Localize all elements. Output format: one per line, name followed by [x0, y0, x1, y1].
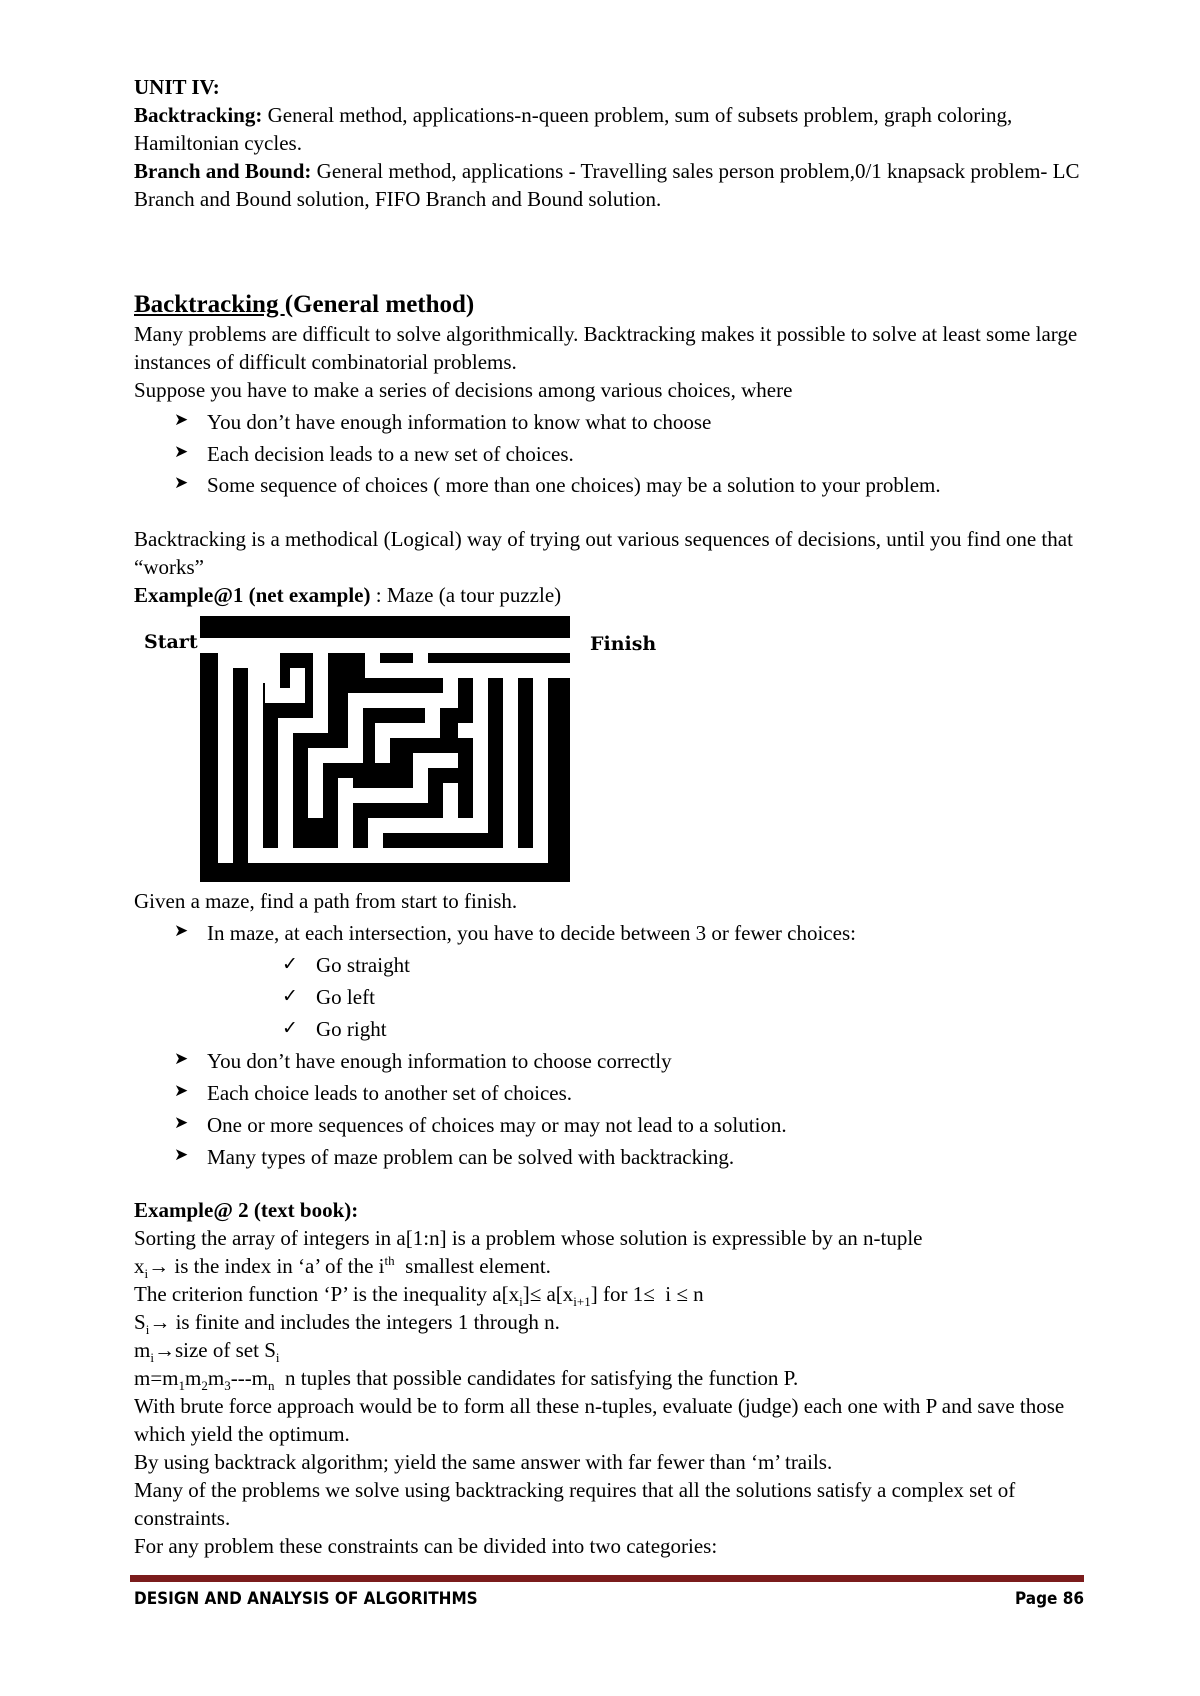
list-item: ➤ You don’t have enough information to know what to choose	[174, 409, 1094, 437]
example-2-line-10: For any problem these constraints can be divided into two categories:	[134, 1533, 718, 1558]
text-run: → is finite and includes the integers 1 through n.	[149, 1310, 560, 1335]
subscript: i	[150, 1350, 154, 1366]
subscript: 2	[201, 1378, 208, 1394]
text-run: ] for 1≤ i ≤ n	[590, 1282, 704, 1307]
choices-list	[134, 409, 1094, 501]
math-var: m	[134, 1338, 151, 1363]
section-title	[134, 288, 1094, 321]
example-2-line-5	[134, 1337, 1094, 1365]
list-item: ➤ You don’t have enough information to choose correctly	[174, 1048, 1094, 1076]
footer-title: DESIGN AND ANALYSIS OF ALGORITHMS	[134, 1589, 478, 1609]
example-1-line	[134, 582, 1094, 610]
example-2-line-1: Sorting the array of integers in a[1:n] is a problem whose solution is expressible by an n-tuple	[134, 1226, 923, 1251]
list-item: ➤ In maze, at each intersection, you have to decide between 3 or fewer choices:	[174, 920, 1094, 948]
footer-rule	[130, 1575, 1084, 1582]
text-run: →size of set S	[153, 1338, 276, 1363]
backtracking-topics: General method, applications-n-queen problem, sum of subsets problem, graph coloring, Hamiltonian cycles.	[134, 102, 1013, 155]
math-var: S	[134, 1310, 146, 1335]
paragraph-1: Many problems are difficult to solve algorithmically. Backtracking makes it possible to solve at least some large instances of difficult combinatorial problems.	[134, 321, 1078, 374]
backtracking-label: Backtracking:	[134, 102, 263, 127]
subscript: i	[145, 1322, 150, 1338]
text-run: ---m	[230, 1365, 269, 1390]
example-2-line-4	[134, 1309, 1094, 1337]
paragraph-3: Backtracking is a methodical (Logical) way of trying out various sequences of decisions, until you find one that “works”	[134, 527, 1073, 580]
example-2-line-6	[134, 1365, 1094, 1393]
text-run: → is the index in ‘a’ of the i	[148, 1254, 385, 1279]
example-2-line-3	[134, 1281, 1094, 1309]
subscript: i+1	[573, 1294, 591, 1310]
subscript: i	[144, 1266, 149, 1282]
subscript: 3	[224, 1378, 231, 1394]
list-item: ➤ Each choice leads to another set of choices.	[174, 1080, 1094, 1108]
paragraph-2: Suppose you have to make a series of decisions among various choices, where	[134, 377, 793, 402]
text-run: ]≤ a[x	[522, 1282, 574, 1307]
text-run: m=m	[134, 1365, 179, 1390]
page-number: Page 86	[1015, 1589, 1084, 1609]
example-2-label: Example@ 2 (text book):	[134, 1198, 359, 1223]
unit-heading: UNIT IV:	[134, 75, 220, 99]
branch-bound-label: Branch and Bound:	[134, 158, 312, 183]
maze-start-label: Start	[144, 631, 198, 654]
check-item: ✓ Go right	[282, 1016, 1094, 1044]
example-2-line-2	[134, 1253, 1094, 1281]
check-item: ✓ Go straight	[282, 952, 1094, 980]
section-title-rest: (General method)	[284, 290, 475, 318]
page-content	[134, 74, 1094, 1560]
text-run: m	[185, 1365, 202, 1390]
example-1-text: : Maze (a tour puzzle)	[370, 583, 562, 608]
subscript: n	[268, 1378, 275, 1394]
maze-figure	[134, 614, 1094, 888]
maze-image	[200, 616, 570, 882]
maze-choice-checklist	[134, 952, 1094, 1044]
list-item: ➤ One or more sequences of choices may or may not lead to a solution.	[174, 1112, 1094, 1140]
text-run: smallest element.	[394, 1254, 551, 1279]
text-run: m	[207, 1365, 225, 1390]
unit-branch-bound-line	[134, 158, 1094, 214]
example-2-line-8: By using backtrack algorithm; yield the same answer with far fewer than ‘m’ trails.	[134, 1449, 833, 1474]
maze-list-1	[134, 920, 1094, 948]
section-title-underlined: Backtracking	[134, 290, 285, 318]
text-run: n tuples that possible candidates for satisfying the function P.	[274, 1365, 799, 1390]
example-2-line-9: Many of the problems we solve using backtracking requires that all the solutions satisfy a complex set of constraints.	[134, 1477, 1016, 1530]
text-run: The criterion function ‘P’ is the inequality a[x	[134, 1282, 520, 1307]
maze-description: Given a maze, find a path from start to finish.	[134, 889, 518, 914]
subscript: 1	[178, 1378, 186, 1394]
maze-finish-label: Finish	[590, 633, 657, 656]
page-footer	[134, 1588, 1084, 1611]
list-item: ➤ Many types of maze problem can be solved with backtracking.	[174, 1144, 1094, 1172]
list-item: ➤ Some sequence of choices ( more than one choices) may be a solution to your problem.	[174, 472, 1094, 500]
branch-bound-topics: General method, applications - Travelling sales person problem,0/1 knapsack problem- LC Branch and Bound solution, FIFO Branch and Bound solution.	[134, 158, 1080, 211]
example-2-line-7: With brute force approach would be to form all these n-tuples, evaluate (judge) each one with P and save those which yield the optimum.	[134, 1393, 1065, 1446]
math-var: x	[134, 1254, 145, 1279]
unit-backtracking-line	[134, 102, 1094, 158]
example-1-label: Example@1 (net example)	[134, 583, 371, 608]
superscript: th	[384, 1253, 395, 1269]
maze-list-2	[134, 1048, 1094, 1172]
list-item: ➤ Each decision leads to a new set of choices.	[174, 441, 1094, 469]
subscript: i	[275, 1350, 280, 1366]
subscript: i	[519, 1294, 523, 1310]
check-item: ✓ Go left	[282, 984, 1094, 1012]
